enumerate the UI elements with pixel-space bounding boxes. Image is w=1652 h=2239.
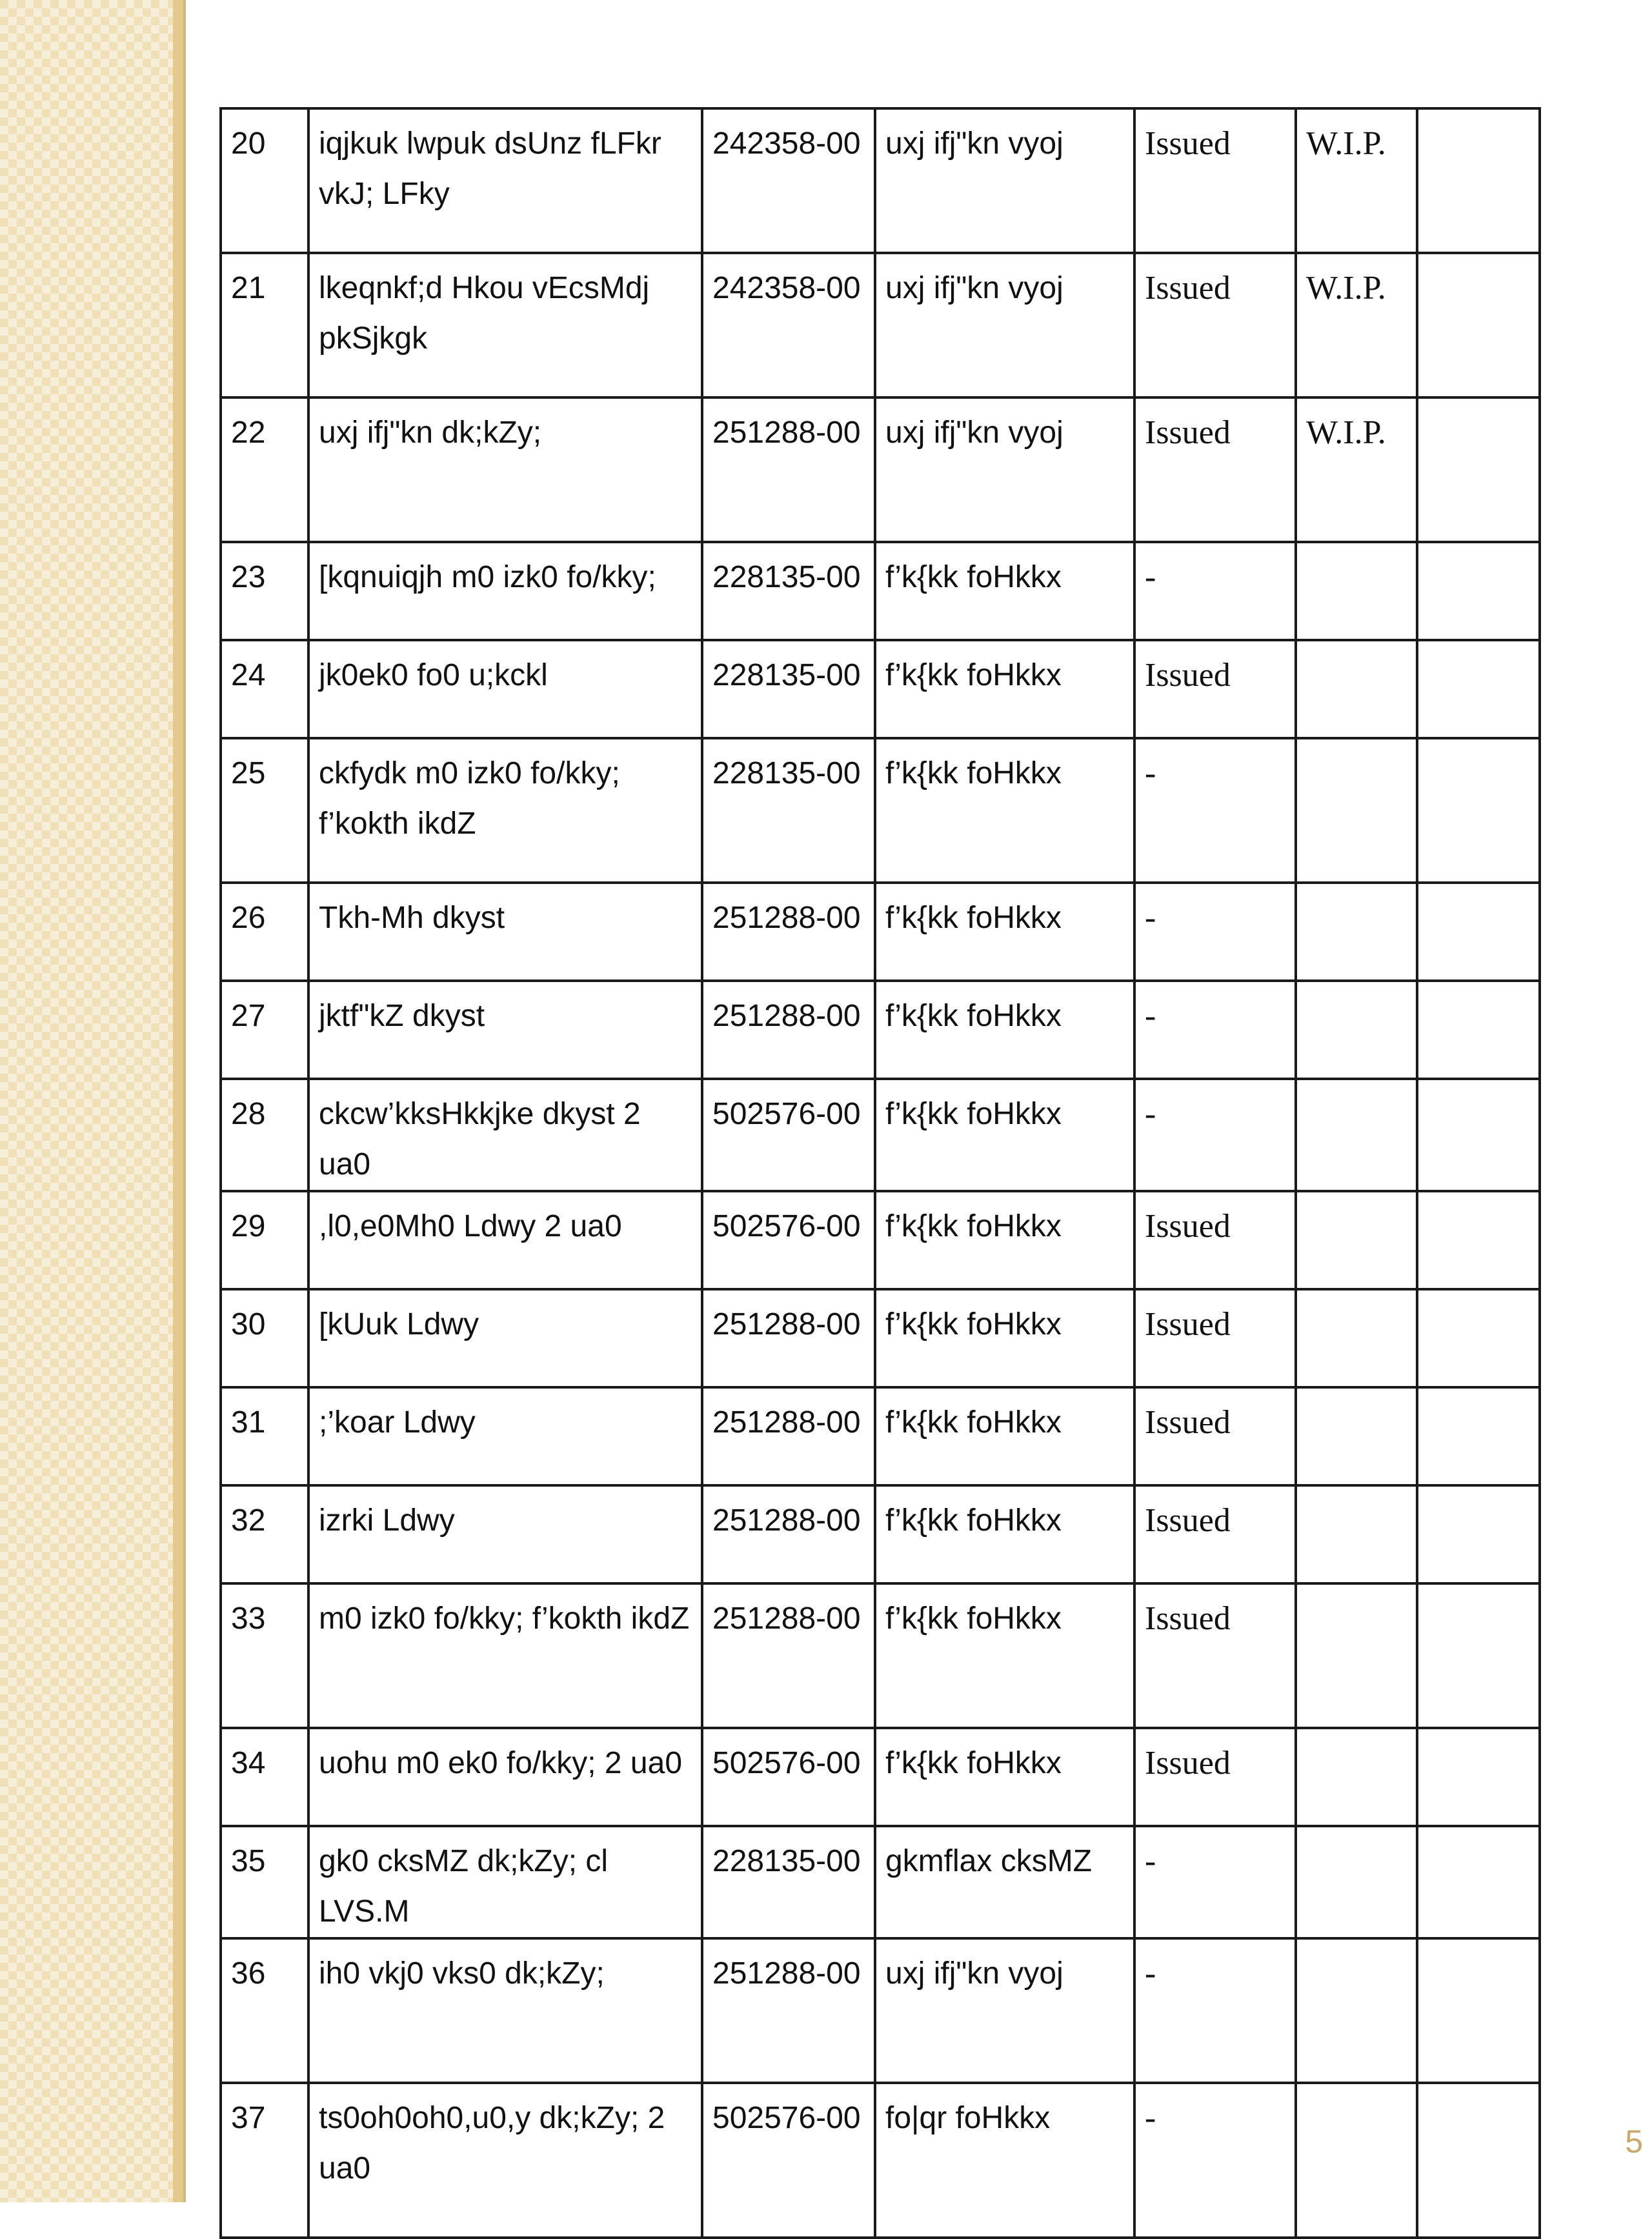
progress-cell (1296, 1191, 1417, 1289)
status-cell: - (1134, 981, 1296, 1079)
table-row (221, 2083, 1540, 2238)
department-cell: gkmflax cksMZ (875, 1826, 1134, 1938)
table-row (221, 738, 1540, 883)
department-cell: f’k{kk foHkkx (875, 1191, 1134, 1289)
department-cell: f’k{kk foHkkx (875, 981, 1134, 1079)
progress-cell (1296, 883, 1417, 981)
amount-cell: 251288-00 (702, 1485, 875, 1583)
department-cell: f’k{kk foHkkx (875, 1728, 1134, 1826)
work-name-cell: m0 izk0 fo/kky; f’kokth ikdZ (308, 1583, 702, 1728)
department-cell: f’k{kk foHkkx (875, 1289, 1134, 1387)
amount-cell: 242358-00 (702, 253, 875, 397)
serial-number-cell: 24 (221, 640, 308, 738)
progress-cell (1296, 738, 1417, 883)
progress-cell (1296, 640, 1417, 738)
status-cell: Issued (1134, 1191, 1296, 1289)
amount-cell: 502576-00 (702, 1728, 875, 1826)
remarks-cell (1417, 640, 1540, 738)
remarks-cell (1417, 1583, 1540, 1728)
serial-number-cell: 33 (221, 1583, 308, 1728)
serial-number-cell: 26 (221, 883, 308, 981)
progress-cell (1296, 1583, 1417, 1728)
serial-number-cell: 32 (221, 1485, 308, 1583)
department-cell: f’k{kk foHkkx (875, 1485, 1134, 1583)
remarks-cell (1417, 1728, 1540, 1826)
progress-cell (1296, 1485, 1417, 1583)
remarks-cell (1417, 981, 1540, 1079)
work-name-cell: izrki Ldwy (308, 1485, 702, 1583)
table-row (221, 1485, 1540, 1583)
status-cell: Issued (1134, 1728, 1296, 1826)
amount-cell: 251288-00 (702, 981, 875, 1079)
status-cell: Issued (1134, 1387, 1296, 1485)
work-name-cell: iqjkuk lwpuk dsUnz fLFkr vkJ; LFky (308, 108, 702, 253)
amount-cell: 228135-00 (702, 542, 875, 640)
progress-cell (1296, 1728, 1417, 1826)
table-row (221, 1938, 1540, 2083)
remarks-cell (1417, 253, 1540, 397)
progress-cell (1296, 542, 1417, 640)
department-cell: f’k{kk foHkkx (875, 1583, 1134, 1728)
work-name-cell: ,l0,e0Mh0 Ldwy 2 ua0 (308, 1191, 702, 1289)
side-border (173, 0, 183, 2202)
status-cell: - (1134, 1938, 1296, 2083)
amount-cell: 228135-00 (702, 640, 875, 738)
status-cell: - (1134, 1079, 1296, 1191)
status-cell: Issued (1134, 1485, 1296, 1583)
serial-number-cell: 37 (221, 2083, 308, 2238)
progress-cell (1296, 2083, 1417, 2238)
serial-number-cell: 25 (221, 738, 308, 883)
amount-cell: 502576-00 (702, 1079, 875, 1191)
table-row (221, 1289, 1540, 1387)
work-name-cell: uohu m0 ek0 fo/kky; 2 ua0 (308, 1728, 702, 1826)
remarks-cell (1417, 542, 1540, 640)
remarks-cell (1417, 1191, 1540, 1289)
department-cell: f’k{kk foHkkx (875, 640, 1134, 738)
work-name-cell: lkeqnkf;d Hkou vEcsMdj pkSjkgk (308, 253, 702, 397)
table-row (221, 108, 1540, 253)
serial-number-cell: 30 (221, 1289, 308, 1387)
table-row (221, 1191, 1540, 1289)
serial-number-cell: 34 (221, 1728, 308, 1826)
amount-cell: 251288-00 (702, 883, 875, 981)
amount-cell: 242358-00 (702, 108, 875, 253)
serial-number-cell: 20 (221, 108, 308, 253)
amount-cell: 502576-00 (702, 1191, 875, 1289)
work-name-cell: [kUuk Ldwy (308, 1289, 702, 1387)
remarks-cell (1417, 1289, 1540, 1387)
amount-cell: 251288-00 (702, 1387, 875, 1485)
table-row (221, 542, 1540, 640)
remarks-cell (1417, 397, 1540, 542)
serial-number-cell: 21 (221, 253, 308, 397)
department-cell: uxj ifj"kn vyoj (875, 253, 1134, 397)
serial-number-cell: 28 (221, 1079, 308, 1191)
department-cell: f’k{kk foHkkx (875, 1079, 1134, 1191)
remarks-cell (1417, 108, 1540, 253)
table-row (221, 883, 1540, 981)
progress-cell (1296, 1079, 1417, 1191)
table-row (221, 1583, 1540, 1728)
remarks-cell (1417, 2083, 1540, 2238)
works-table (219, 107, 1541, 2239)
department-cell: uxj ifj"kn vyoj (875, 108, 1134, 253)
amount-cell: 502576-00 (702, 2083, 875, 2238)
amount-cell: 251288-00 (702, 1289, 875, 1387)
remarks-cell (1417, 1826, 1540, 1938)
table-body (221, 108, 1540, 2238)
table-row (221, 640, 1540, 738)
table-row (221, 1079, 1540, 1191)
serial-number-cell: 29 (221, 1191, 308, 1289)
progress-cell (1296, 1938, 1417, 2083)
serial-number-cell: 35 (221, 1826, 308, 1938)
work-name-cell: uxj ifj"kn dk;kZy; (308, 397, 702, 542)
side-border-line (183, 0, 186, 2202)
amount-cell: 251288-00 (702, 1583, 875, 1728)
work-name-cell: ckfydk m0 izk0 fo/kky; f’kokth ikdZ (308, 738, 702, 883)
department-cell: f’k{kk foHkkx (875, 883, 1134, 981)
work-name-cell: gk0 cksMZ dk;kZy; cl LVS.M (308, 1826, 702, 1938)
status-cell: - (1134, 2083, 1296, 2238)
department-cell: uxj ifj"kn vyoj (875, 397, 1134, 542)
department-cell: f’k{kk foHkkx (875, 1387, 1134, 1485)
table-row (221, 1728, 1540, 1826)
status-cell: - (1134, 542, 1296, 640)
status-cell: - (1134, 883, 1296, 981)
department-cell: f’k{kk foHkkx (875, 542, 1134, 640)
status-cell: Issued (1134, 1583, 1296, 1728)
amount-cell: 228135-00 (702, 1826, 875, 1938)
status-cell: - (1134, 738, 1296, 883)
status-cell: Issued (1134, 397, 1296, 542)
work-name-cell: ;’koar Ldwy (308, 1387, 702, 1485)
work-name-cell: ts0oh0oh0,u0,y dk;kZy; 2 ua0 (308, 2083, 702, 2238)
status-cell: Issued (1134, 108, 1296, 253)
work-name-cell: ih0 vkj0 vks0 dk;kZy; (308, 1938, 702, 2083)
table-row (221, 253, 1540, 397)
department-cell: uxj ifj"kn vyoj (875, 1938, 1134, 2083)
remarks-cell (1417, 1938, 1540, 2083)
table-row (221, 397, 1540, 542)
table-row (221, 1826, 1540, 1938)
department-cell: fo|qr foHkkx (875, 2083, 1134, 2238)
status-cell: Issued (1134, 1289, 1296, 1387)
department-cell: f’k{kk foHkkx (875, 738, 1134, 883)
progress-cell (1296, 981, 1417, 1079)
remarks-cell (1417, 1485, 1540, 1583)
amount-cell: 251288-00 (702, 397, 875, 542)
status-cell: Issued (1134, 253, 1296, 397)
work-name-cell: jk0ek0 fo0 u;kckl (308, 640, 702, 738)
remarks-cell (1417, 738, 1540, 883)
serial-number-cell: 23 (221, 542, 308, 640)
progress-cell (1296, 1826, 1417, 1938)
remarks-cell (1417, 1079, 1540, 1191)
progress-cell: W.I.P. (1296, 253, 1417, 397)
table-row (221, 981, 1540, 1079)
work-name-cell: jktf"kZ dkyst (308, 981, 702, 1079)
work-name-cell: [kqnuiqjh m0 izk0 fo/kky; (308, 542, 702, 640)
progress-cell: W.I.P. (1296, 108, 1417, 253)
progress-cell (1296, 1387, 1417, 1485)
table-row (221, 1387, 1540, 1485)
decorative-side-pattern (0, 0, 173, 2202)
serial-number-cell: 27 (221, 981, 308, 1079)
status-cell: Issued (1134, 640, 1296, 738)
remarks-cell (1417, 1387, 1540, 1485)
progress-cell (1296, 1289, 1417, 1387)
serial-number-cell: 22 (221, 397, 308, 542)
work-name-cell: ckcw’kksHkkjke dkyst 2 ua0 (308, 1079, 702, 1191)
work-name-cell: Tkh-Mh dkyst (308, 883, 702, 981)
remarks-cell (1417, 883, 1540, 981)
status-cell: - (1134, 1826, 1296, 1938)
amount-cell: 228135-00 (702, 738, 875, 883)
amount-cell: 251288-00 (702, 1938, 875, 2083)
page-number: 5 (1625, 2124, 1643, 2160)
serial-number-cell: 31 (221, 1387, 308, 1485)
serial-number-cell: 36 (221, 1938, 308, 2083)
progress-cell: W.I.P. (1296, 397, 1417, 542)
